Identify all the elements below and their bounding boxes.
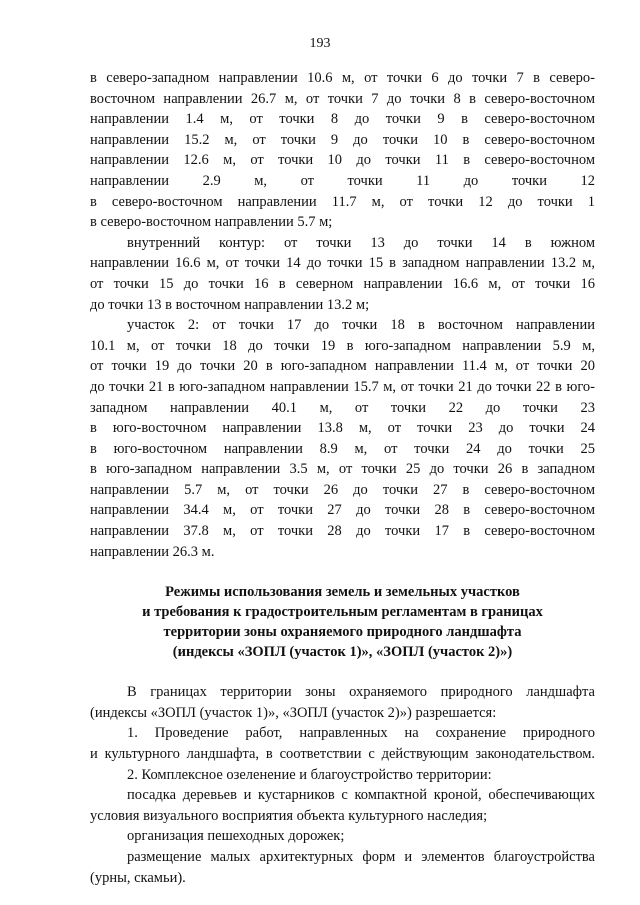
text-line: направлении 5.7 м, от точки 26 до точки 27 в северо-восточном: [90, 481, 595, 498]
text-line: направлении 16.6 м, от точки 14 до точки 15 в западном направлении 13.2 м,: [90, 255, 595, 272]
text-line: в северо-восточном направлении 5.7 м;: [90, 214, 333, 231]
heading-line: (индексы «ЗОПЛ (участок 1)», «ЗОПЛ (участок 2)»): [172, 644, 513, 661]
text-line: направлении 26.3 м.: [90, 543, 215, 560]
text-line: внутренний контур: от точки 13 до точки 14 в южном: [127, 234, 595, 251]
text-line: восточном направлении 26.7 м, от точки 7 до точки 8 в северо-восточном: [90, 90, 595, 107]
text-line: В границах территории зоны охраняемого природного ландшафта: [127, 684, 595, 701]
text-line: направлении 37.8 м, от точки 28 до точки 17 в северо-восточном: [90, 523, 595, 540]
heading-line: территории зоны охраняемого природного ландшафта: [163, 624, 522, 641]
text-line: направлении 34.4 м, от точки 27 до точки 28 в северо-восточном: [90, 502, 595, 519]
text-line: западном направлении 40.1 м, от точки 22 до точки 23: [90, 399, 595, 416]
page-number: 193: [309, 36, 331, 51]
text-line: в северо-западном направлении 10.6 м, от точки 6 до точки 7 в северо-: [90, 70, 595, 86]
text-line: условия визуального восприятия объекта культурного наследия;: [90, 807, 488, 824]
text-line: в юго-восточном направлении 13.8 м, от точки 23 до точки 24: [90, 420, 595, 437]
text-line: направлении 2.9 м, от точки 11 до точки 12: [90, 172, 595, 189]
text-line: направлении 12.6 м, от точки 10 до точки 11 в северо-восточном: [90, 152, 595, 169]
paragraph-permitted-uses: [90, 682, 595, 888]
paragraph-boundary-continuation: [90, 68, 595, 233]
text-line: от точки 15 до точки 16 в северном направлении 16.6 м, от точки 16: [90, 275, 595, 292]
text-line: в северо-восточном направлении 11.7 м, от точки 12 до точки 1: [90, 193, 595, 210]
section-heading: [90, 582, 595, 662]
text-line: (индексы «ЗОПЛ (участок 1)», «ЗОПЛ (участок 2)») разрешается:: [90, 704, 497, 721]
paragraph-inner-contour: [90, 233, 595, 315]
text-line: до точки 21 в юго-западном направлении 15.7 м, от точки 21 до точки 22 в юго-: [90, 378, 595, 395]
text-line: (урны, скамьи).: [90, 869, 186, 886]
text-line: до точки 13 в восточном направлении 13.2 м;: [90, 296, 370, 313]
text-line: посадка деревьев и кустарников с компактной кроной, обеспечивающих: [127, 787, 595, 804]
text-line: 2. Комплексное озеленение и благоустройство территории:: [127, 766, 492, 783]
text-line: направлении 1.4 м, от точки 8 до точки 9 в северо-восточном: [90, 111, 595, 128]
text-line: и культурного ландшафта, в соответствии с действующим законодательством.: [90, 746, 595, 763]
heading-line: и требования к градостроительным регламентам в границах: [142, 604, 543, 621]
heading-line: Режимы использования земель и земельных участков: [165, 584, 520, 601]
paragraph-plot-2: [90, 315, 595, 562]
text-line: 1. Проведение работ, направленных на сохранение природного: [127, 725, 595, 742]
text-line: участок 2: от точки 17 до точки 18 в восточном направлении: [127, 317, 595, 334]
text-line: в юго-западном направлении 3.5 м, от точки 25 до точки 26 в западном: [90, 461, 595, 478]
text-line: направлении 15.2 м, от точки 9 до точки 10 в северо-восточном: [90, 131, 595, 148]
text-line: размещение малых архитектурных форм и элементов благоустройства: [127, 849, 595, 865]
text-line: 10.1 м, от точки 18 до точки 19 в юго-западном направлении 5.9 м,: [90, 337, 595, 354]
document-body: [90, 68, 595, 888]
text-line: от точки 19 до точки 20 в юго-западном направлении 11.4 м, от точки 20: [90, 358, 595, 375]
text-line: организация пешеходных дорожек;: [127, 828, 345, 845]
text-line: в юго-восточном направлении 8.9 м, от точки 24 до точки 25: [90, 440, 595, 457]
